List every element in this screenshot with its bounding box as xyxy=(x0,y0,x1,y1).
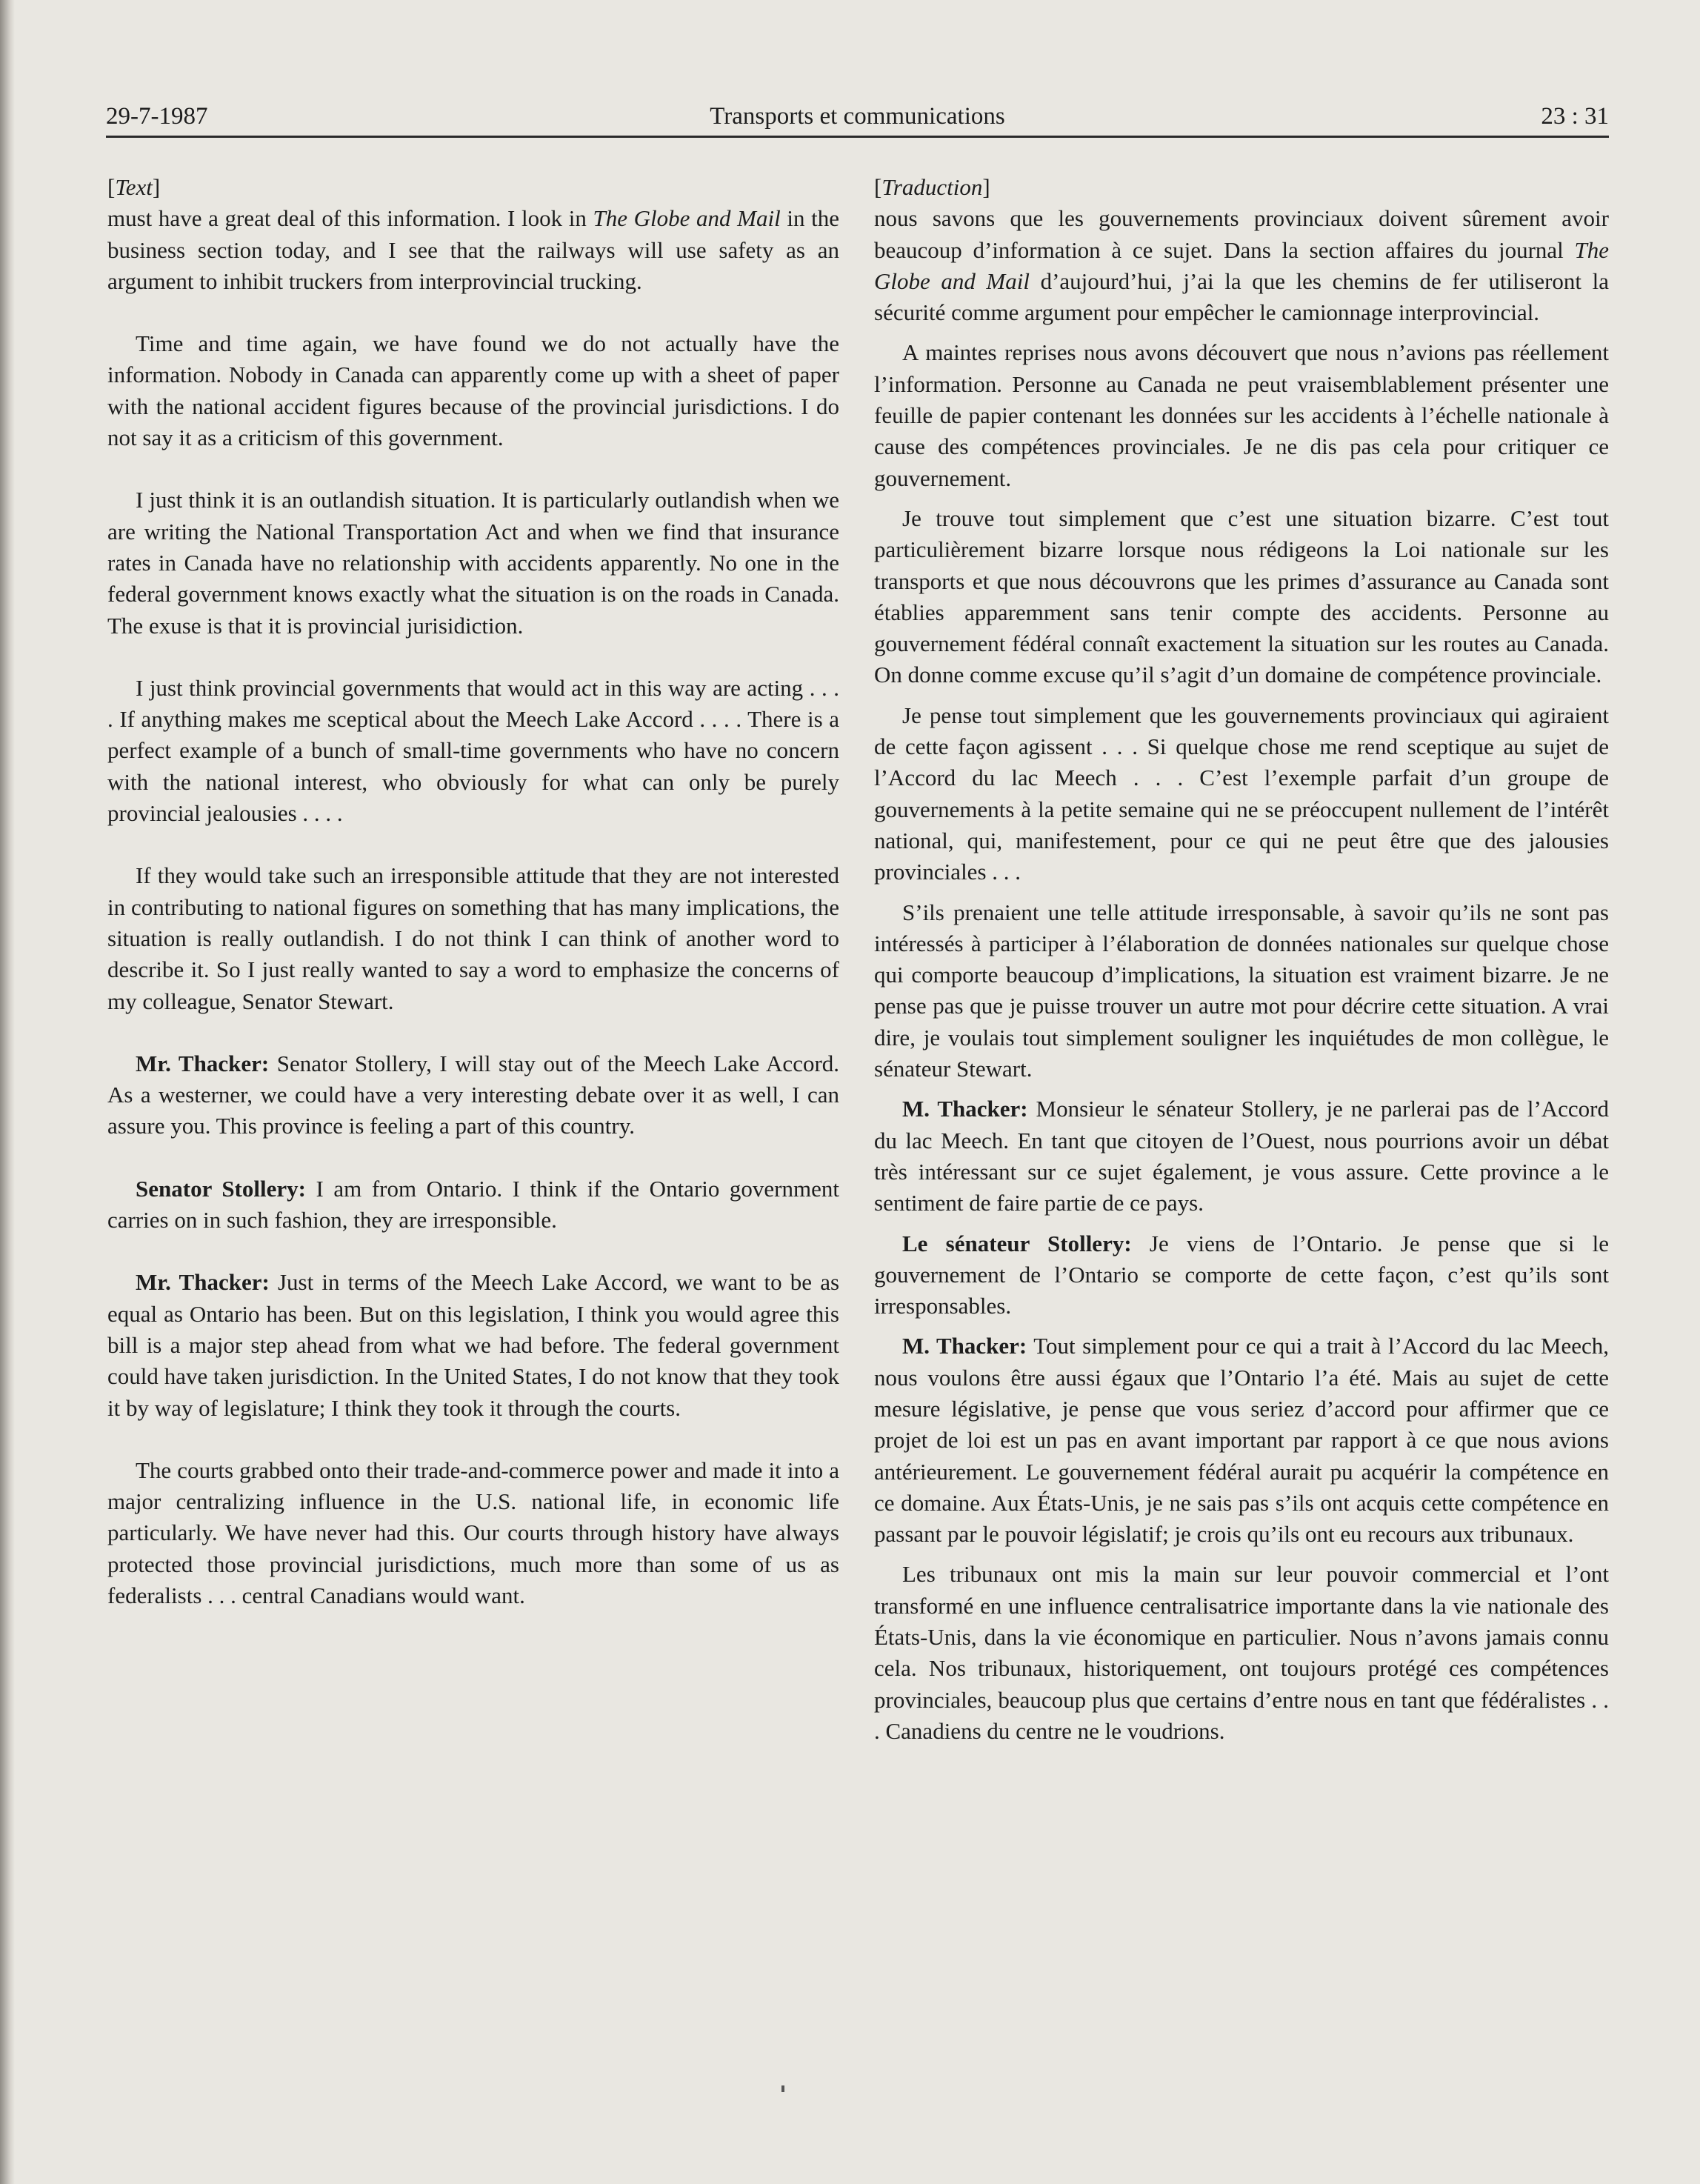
paragraph xyxy=(107,1455,839,1611)
paragraph-text: Je viens de l’Ontario. Je pense que si le gouvernement de l’Ontario se comporte de cette façon, c’est qu’ils sont irresponsables. xyxy=(874,1230,1609,1319)
paragraph xyxy=(107,1173,839,1236)
header-page-number: 23 : 31 xyxy=(1541,103,1609,130)
paragraph-text: Senator Stollery, I will stay out of the Meech Lake Accord. As a westerner, we could have a very interesting debate over it as well, I can assure you. This province is feeling a part of this country. xyxy=(107,1050,840,1139)
paragraph-text: Just in terms of the Meech Lake Accord, we want to be as equal as Ontario has been. But on this legislation, I think you would agree this bill is a major step ahead from what we had before. The federal government could have taken jurisdiction. In the United States, I do not know that they took it by way of legislature; I think they took it through the courts. xyxy=(107,1269,840,1421)
paragraph-text: Je trouve tout simplement que c’est une situation bizarre. C’est tout particulièrement bizarre lorsque nous rédigeons la Loi nationale sur les transports et que nous découvrons que les primes d’assurance au Canada sont établies apparemment sans tenir compte des accidents. Personne au gouvernement fédéral connaît exactement la situation sur les routes au Canada. On donne comme excuse qu’il s’agit d’un domaine de compétence provinciale. xyxy=(874,505,1609,688)
paragraph xyxy=(874,1559,1609,1747)
paragraph xyxy=(874,1331,1609,1550)
paragraph xyxy=(107,1048,839,1142)
paragraph xyxy=(874,897,1609,1085)
paragraph xyxy=(874,337,1609,493)
paragraph xyxy=(874,1228,1609,1322)
paragraph-text: Je pense tout simplement que les gouvernements provinciaux qui agiraient de cette façon agissent . . . Si quelque chose me rend sceptique au sujet de l’Accord du lac Meech . . . C’est l’exemple parfait d’un groupe de gouvernements à la petite semaine qui ne se préoccupent nullement de l’intérêt national, qui, manifestement, pour ce qui ne peut être que des jalousies provinciales . . . xyxy=(874,702,1609,885)
header-title: Transports et communications xyxy=(710,103,1005,130)
paragraph-text: A maintes reprises nous avons découvert que nous n’avions pas réellement l’information. Personne au Canada ne peut vraisemblablement présenter une feuille de papier contenant les données sur les accidents à l’échelle nationale à cause des compétences provinciales. Je ne dis pas cela pour critiquer ce gouvernement. xyxy=(874,339,1609,491)
speaker-name: Le sénateur Stollery: xyxy=(902,1230,1132,1256)
french-column xyxy=(874,172,1609,1756)
column-label-text: [Text] xyxy=(107,174,161,200)
paragraph xyxy=(874,700,1609,888)
paragraph-text: Tout simplement pour ce qui a trait à l’Accord du lac Meech, nous voulons être aussi égaux que l’Ontario l’a été. Mais au sujet de cette mesure législative, je pense que vous seriez d’accord pour affirmer que ce projet de loi est un pas en avant important par rapport à ce que nous avions antérieurement. Le gouvernement fédéral aurait pu acquérir la compétence en ce domaine. Aux États-Unis, je ne sais pas s’ils ont acquis cette compétence en passant par le pouvoir législatif; je crois qu’ils ont eu recours aux tribunaux. xyxy=(874,1333,1609,1548)
paragraph-text: Time and time again, we have found we do not actually have the information. Nobody in Canada can apparently come up with a sheet of paper with the national accident figures because of the provincial jurisdictions. I do not say it as a criticism of this government. xyxy=(107,330,839,451)
paragraph xyxy=(107,1267,839,1423)
paragraph-text: nous savons que les gouvernements provinciaux doivent sûrement avoir beaucoup d’information à ce sujet. Dans la section affaires du journal The Globe and Mail d’aujourd’hui, j’ai la que les chemins de fer utiliseront la sécurité comme argument pour empêcher le camionnage interprovincial. xyxy=(874,205,1609,326)
speaker-name: M. Thacker: xyxy=(902,1333,1027,1359)
speaker-name: Senator Stollery: xyxy=(136,1175,306,1202)
speaker-name: Mr. Thacker: xyxy=(136,1269,270,1296)
paragraph-text: If they would take such an irresponsible attitude that they are not interested in contributing to national figures on something that has many implications, the situation is really outlandish. I do not think I can think of another word to describe it. So I just really wanted to say a word to emphasize the concerns of my colleague, Senator Stewart. xyxy=(107,862,839,1014)
paragraph-text: I just think provincial governments that would act in this way are acting . . . . If anything makes me sceptical about the Meech Lake Accord . . . . There is a perfect example of a bunch of small-time governments who have no concern with the national interest, who obviously for what can only be purely provincial jealousies . . . . xyxy=(107,674,839,827)
paragraph-text: must have a great deal of this information. I look in The Globe and Mail in the business section today, and I see that the railways will use safety as an argument to inhibit truckers from interprovincial trucking. xyxy=(107,205,839,294)
paragraph-text: I just think it is an outlandish situation. It is particularly outlandish when we are writing the National Transportation Act and when we find that insurance rates in Canada have no relationship with accidents apparently. No one in the federal government knows exactly what the situation is on the roads in Canada. The exuse is that it is provincial jurisidiction. xyxy=(107,487,839,639)
paragraph xyxy=(107,328,839,453)
paragraph-text: The courts grabbed onto their trade-and-commerce power and made it into a major centralizing influence in the U.S. national life, in economic life particularly. We have never had this. Our courts through history have always protected those provincial jurisdictions, much more than some of us as federalists . . . central Canadians would want. xyxy=(107,1456,839,1608)
page-speck xyxy=(781,2085,784,2092)
header-date: 29-7-1987 xyxy=(106,103,208,130)
speaker-name: Mr. Thacker: xyxy=(136,1050,270,1076)
running-header xyxy=(106,99,1609,138)
paragraph-text: Les tribunaux ont mis la main sur leur pouvoir commercial et l’ont transformé en une influence centralisatrice importante dans la vie nationale des États-Unis, dans la vie économique en particulier. Nous n’avons jamais connu cela. Nos tribunaux, historiquement, ont toujours protégé ces compétences provinciales, beaucoup plus que certains d’entre nous en tant que fédéralistes . . . Canadiens du centre ne le voudrions. xyxy=(874,1561,1609,1744)
paragraph xyxy=(107,860,839,1016)
speaker-name: M. Thacker: xyxy=(902,1096,1028,1122)
paragraph-text: Monsieur le sénateur Stollery, je ne parlerai pas de l’Accord du lac Meech. En tant que citoyen de l’Ouest, nous pourrions avoir un débat très intéressant sur ce sujet également, je vous assure. Cette province a le sentiment de faire partie de ce pays. xyxy=(874,1096,1609,1216)
paragraph xyxy=(874,1093,1609,1219)
paragraph-text: I am from Ontario. I think if the Ontario government carries on in such fashion, they are irresponsible. xyxy=(107,1175,839,1234)
paragraph-text: S’ils prenaient une telle attitude irresponsable, à savoir qu’ils ne sont pas intéressés à participer à l’élaboration de données nationales sur quelque chose qui comporte beaucoup d’implications, la situation est vraiment bizarre. Je ne pense pas que je puisse trouver un autre mot pour décrire cette situation. A vrai dire, je voulais tout simplement souligner les inquiétudes de mon collègue, le sénateur Stewart. xyxy=(874,899,1609,1082)
paragraph xyxy=(874,203,1609,328)
page-edge-shadow xyxy=(0,0,15,2184)
column-label-traduction: [Traduction] xyxy=(874,174,990,200)
paragraph xyxy=(107,485,839,641)
paragraph xyxy=(107,203,839,297)
paragraph xyxy=(107,673,839,829)
paragraph xyxy=(874,503,1609,691)
english-column xyxy=(107,172,839,1642)
